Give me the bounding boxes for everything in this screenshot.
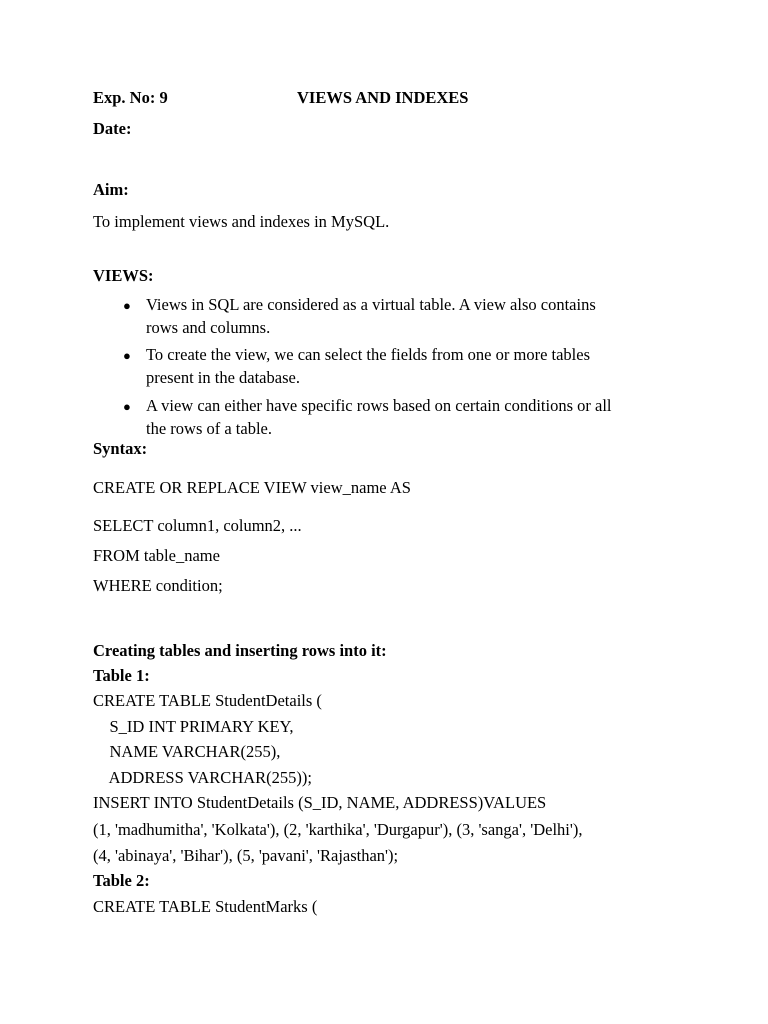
bullet-3-line-2: the rows of a table. xyxy=(146,419,272,438)
bullet-2-line-2: present in the database. xyxy=(146,368,300,387)
code-line: (1, 'madhumitha', 'Kolkata'), (2, 'karthika', 'Durgapur'), (3, 'sanga', 'Delhi'), xyxy=(93,820,583,839)
tables-heading: Creating tables and inserting rows into it: xyxy=(93,641,387,660)
syntax-line-4: WHERE condition; xyxy=(93,576,223,595)
code-line: S_ID INT PRIMARY KEY, xyxy=(93,717,294,736)
code-line: (4, 'abinaya', 'Bihar'), (5, 'pavani', 'Rajasthan'); xyxy=(93,846,399,865)
bullet-1-line-1: Views in SQL are considered as a virtual table. A view also contains xyxy=(146,295,596,314)
page-title: VIEWS AND INDEXES xyxy=(297,88,469,107)
code-line: ADDRESS VARCHAR(255)); xyxy=(93,768,312,787)
syntax-heading: Syntax: xyxy=(93,439,148,458)
bullet-dot-icon: ● xyxy=(123,348,131,363)
code-line: INSERT INTO StudentDetails (S_ID, NAME, ADDRESS)VALUES xyxy=(93,793,547,812)
syntax-line-1: CREATE OR REPLACE VIEW view_name AS xyxy=(93,478,411,497)
table-2-label: Table 2: xyxy=(93,871,150,890)
date-label: Date: xyxy=(93,119,132,138)
bullet-dot-icon: ● xyxy=(123,399,131,414)
exp-number: Exp. No: 9 xyxy=(93,88,168,107)
bullet-3-line-1: A view can either have specific rows based on certain conditions or all xyxy=(146,396,612,415)
code-line: CREATE TABLE StudentDetails ( xyxy=(93,691,322,710)
bullet-1-line-2: rows and columns. xyxy=(146,318,271,337)
bullet-2-line-1: To create the view, we can select the fields from one or more tables xyxy=(146,345,591,364)
aim-text: To implement views and indexes in MySQL. xyxy=(93,212,390,231)
bullet-dot-icon: ● xyxy=(123,298,131,313)
table-1-label: Table 1: xyxy=(93,666,150,685)
aim-heading: Aim: xyxy=(93,180,129,199)
views-heading: VIEWS: xyxy=(93,266,154,285)
syntax-line-2: SELECT column1, column2, ... xyxy=(93,516,302,535)
code-line: NAME VARCHAR(255), xyxy=(93,742,281,761)
syntax-line-3: FROM table_name xyxy=(93,546,220,565)
code-line: CREATE TABLE StudentMarks ( xyxy=(93,897,318,916)
